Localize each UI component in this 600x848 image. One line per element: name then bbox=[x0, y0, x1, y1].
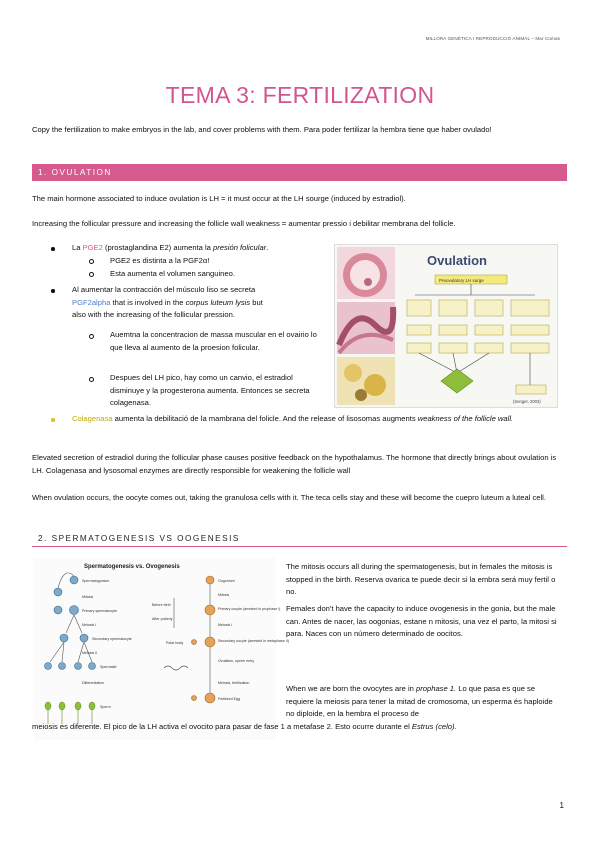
flow-box bbox=[511, 325, 549, 335]
term-pgf2alpha: PGF2alpha bbox=[72, 297, 111, 307]
sperm-cell bbox=[75, 702, 81, 710]
label-spermatid: Spermatid bbox=[100, 665, 117, 669]
text: Lo que pasa es que se requiere la meiosis para tener la mitad de cromosoma, un esperma és haploide no diploide, en la hembra el proceso de bbox=[286, 684, 553, 718]
cell-polar-body bbox=[192, 640, 197, 645]
bullet-dot bbox=[51, 247, 55, 251]
text: aumenta la debilitació de la mambrana del folicle. And the release of lisosomas augments bbox=[112, 414, 418, 423]
cell bbox=[75, 663, 82, 670]
sub-bullet bbox=[89, 272, 94, 277]
sperm-cell bbox=[45, 702, 51, 710]
label-secondary-oocyte: Secondary oocyte (arrested in metaphase II) bbox=[218, 639, 289, 643]
cell bbox=[80, 634, 88, 642]
italic-term: Estrus (celo). bbox=[411, 722, 457, 731]
figure-credit: (Senger, 2003) bbox=[513, 399, 541, 404]
label-secondary-spermatocyte: Secondary spermatocyte bbox=[92, 637, 132, 641]
sub-bullet bbox=[89, 259, 94, 264]
term-pge2: PGE2 bbox=[82, 243, 103, 252]
bullet-pge2 bbox=[72, 242, 332, 255]
ovulation-paragraph-3: Elevated secretion of estradiol during the follicular phase causes positive feedback on the hypothalamus. The hormone that directly brings about ovulation is LH. Colagenasa and lysosomal enzymes are directly responsible for weakening the follicle wall bbox=[32, 453, 557, 475]
italic-term: prophase 1. bbox=[416, 684, 457, 693]
italic-term: weakness of the follicle wall. bbox=[417, 414, 514, 423]
sub-bullet-pgf-2: Despues del LH pico, hay como un canvio, el estradiol disminuye y la progesterona aumenta. Entonces se secreta colagenasa. bbox=[110, 373, 310, 407]
bullet-pgf2alpha bbox=[72, 284, 337, 322]
label-before-birth: Before birth bbox=[152, 603, 171, 607]
page-number: 1 bbox=[559, 801, 564, 810]
connector-line bbox=[457, 353, 489, 373]
cell-shape bbox=[344, 364, 362, 382]
flow-box bbox=[475, 343, 503, 353]
text: but bbox=[250, 297, 263, 307]
antrum-shape bbox=[350, 260, 380, 290]
label-after-puberty: After puberty bbox=[152, 617, 173, 621]
connector-line bbox=[419, 353, 457, 373]
flow-box bbox=[475, 325, 503, 335]
ovulation-figure bbox=[334, 244, 558, 408]
ovulation-paragraph-2: Increasing the follicular pressure and increasing the follicle wall weakness = aumentar pressio i debilitar membrana del follicle. bbox=[32, 219, 456, 228]
flow-box bbox=[439, 300, 467, 316]
flow-box bbox=[516, 385, 546, 394]
label-spermatogonium: Spermatogonium bbox=[82, 579, 110, 583]
flow-box bbox=[511, 343, 549, 353]
bullet-dot bbox=[51, 418, 55, 422]
flow-box bbox=[407, 325, 431, 335]
running-header: MILLORA GENÈTICA I REPRODUCCIÓ ANIMAL – Mar Comas bbox=[425, 36, 560, 41]
sperm-cell bbox=[89, 702, 95, 710]
label-meiosis-2: Meiosis II bbox=[82, 651, 98, 655]
gametogenesis-paragraph-3-end bbox=[32, 721, 572, 734]
section-heading-spermatogenesis: 2. SPERMATOGENESIS VS OOGENESIS bbox=[32, 530, 567, 547]
italic-term: corpus luteum lysis bbox=[185, 297, 251, 307]
text: (prostaglandina E2) aumenta la bbox=[102, 243, 214, 252]
text: also with the increasing of the follicular pression. bbox=[72, 310, 235, 319]
text: When we are born the ovocytes are in bbox=[286, 684, 417, 693]
sub-bullet-pgf-1: Auemtna la concentracion de massa muscular en el ovairio lo que lleva al aumento de la proesion folicular. bbox=[110, 330, 317, 352]
cell-spermatogonium bbox=[70, 576, 78, 584]
cell-shape bbox=[355, 389, 367, 401]
gametogenesis-paragraph-2: Females don't have the capacity to induce ovogenesis in the gonia, but the male can. Antes de nacer, las oogonias, estane n mitosis, una vez el parto, la mitosi si para. Naces con un número determinado de oocitos. bbox=[286, 604, 557, 638]
arrow-line bbox=[66, 615, 74, 633]
cell bbox=[60, 634, 68, 642]
section-heading-ovulation: 1. OVULATION bbox=[32, 164, 567, 181]
cell bbox=[54, 588, 62, 596]
term-colagenasa: Colagenasa bbox=[72, 414, 113, 423]
text: La bbox=[72, 243, 83, 252]
cell-shape bbox=[364, 374, 386, 396]
lh-surge-label: Preovulatory LH surge bbox=[439, 278, 484, 283]
sub-bullet-pge2-2: Esta aumenta el volumen sanguineo. bbox=[110, 269, 235, 278]
flow-box bbox=[407, 300, 431, 316]
label-sperm: Sperm bbox=[100, 705, 111, 709]
cell bbox=[45, 663, 52, 670]
bullet-colagenasa bbox=[72, 413, 564, 426]
intro-paragraph: Copy the fertilization to make embryos in the lab, and cover problems with them. Para poder fertilizar la hembra tiene que haber ovulado! bbox=[32, 125, 492, 134]
cell bbox=[70, 606, 79, 615]
figure-title: Ovulation bbox=[427, 253, 487, 268]
label-oogonium: Oogonium bbox=[218, 579, 235, 583]
label-meiosis-1: Meiosis I bbox=[218, 623, 233, 627]
flow-box bbox=[407, 343, 431, 353]
cell-secondary-oocyte bbox=[205, 637, 215, 647]
sub-bullet bbox=[89, 334, 94, 339]
sperm-cell bbox=[59, 702, 65, 710]
cell-primary-oocyte bbox=[205, 605, 215, 615]
figure-title: Spermatogenesis vs. Ovogenesis bbox=[84, 564, 180, 570]
text: meiosis es diferente. El pico de la LH activa el ovocito para pasar de fase 1 a metafase 2. Esto ocurre durante el bbox=[32, 722, 412, 731]
bullet-dot bbox=[51, 289, 55, 293]
label-meiosis-1: Meiosis I bbox=[82, 623, 97, 627]
cell bbox=[54, 606, 62, 614]
arrow-line bbox=[62, 642, 64, 662]
label-primary-spermatocyte: Primary spermatocyte bbox=[82, 609, 117, 613]
text: Al aumentar la contracción del músculo liso se secreta bbox=[72, 285, 256, 294]
flow-box bbox=[511, 300, 549, 316]
text: . bbox=[266, 243, 269, 252]
text: that is involved in the bbox=[110, 297, 186, 307]
sub-bullet-pge2-1: PGE2 es distinta a la PGF2α! bbox=[110, 256, 210, 265]
page-title: TEMA 3: FERTILIZATION bbox=[165, 82, 435, 108]
cell-polar-body bbox=[192, 696, 197, 701]
label-mitosis: Mitosis bbox=[218, 593, 230, 597]
cell-oogonium bbox=[206, 576, 214, 584]
label-meiosis-fertilization: Meiosis, fertilization bbox=[218, 681, 250, 685]
label-mitosis: Mitosis bbox=[82, 595, 94, 599]
label-ovulation: Ovulation, sperm entry bbox=[218, 659, 255, 663]
spermatogenesis-figure bbox=[34, 558, 289, 740]
sub-bullet bbox=[89, 377, 94, 382]
sperm-entry-squiggle bbox=[164, 666, 188, 670]
italic-term: presión folicular bbox=[213, 243, 267, 252]
gametogenesis-paragraph-1: The mitosis occurs all during the spermatogenesis, but in females the mitosis is stopped in the birth. Reserva ovarica te puede decir si la embra será muy fertil o no. bbox=[286, 562, 556, 596]
gametogenesis-diagram bbox=[34, 558, 289, 740]
ovulation-node bbox=[441, 369, 473, 393]
arrow-line bbox=[74, 615, 82, 633]
flow-box bbox=[439, 343, 467, 353]
label-primary-oocyte: Primary oocyte (arrested in prophase I) bbox=[218, 607, 281, 611]
ovulation-paragraph-1: The main hormone associated to induce ovulation is LH = it must occur at the LH sourge (induced by estradiol). bbox=[32, 194, 406, 203]
ovulation-diagram bbox=[335, 245, 557, 407]
gametogenesis-paragraph-3 bbox=[286, 683, 558, 721]
label-fertilized-egg: Fertilized Egg bbox=[218, 697, 240, 701]
ovulation-paragraph-4: When ovulation occurs, the oocyte comes out, taking the granulosa cells with it. The teca cells stay and these will become the cuepro luteum a luteal cell. bbox=[32, 493, 546, 502]
flow-box bbox=[475, 300, 503, 316]
label-differentiation: Differentiation bbox=[82, 681, 105, 685]
cell-fertilized-egg bbox=[205, 693, 215, 703]
flow-box bbox=[439, 325, 467, 335]
label-polar-body: Polar body bbox=[166, 641, 184, 645]
oocyte-shape bbox=[364, 278, 372, 286]
arrow-line bbox=[50, 642, 64, 662]
cell bbox=[89, 663, 96, 670]
cell bbox=[59, 663, 66, 670]
